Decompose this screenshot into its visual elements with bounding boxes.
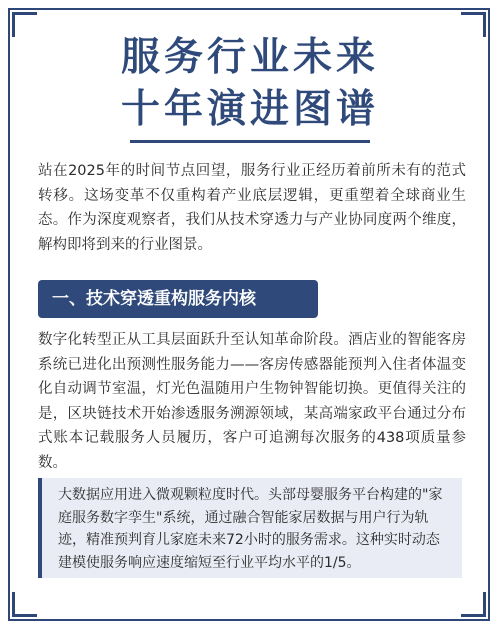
corner-ornament-bottom-left (12, 592, 37, 617)
highlight-callout: 大数据应用进入微观颗粒度时代。头部母婴服务平台构建的"家庭服务数字孪生"系统，通过融合智能家居数据与用户行为轨迹，精准预判育儿家庭未来72小时的服务需求。这种实时动态建模使服务响应速度缩短至行业平均水平的1/5。 (38, 478, 462, 578)
page-title-line-2: 十年演进图谱 (120, 87, 379, 132)
section-heading: 一、技术穿透重构服务内核 (38, 280, 318, 318)
title-underline (130, 140, 370, 143)
section-body-paragraph: 数字化转型正从工具层面跃升至认知革命阶段。酒店业的智能客房系统已进化出预测性服务能力——客房传感器能预判入住者体温变化自动调节室温，灯光色温随用户生物钟智能切换。更值得关注的是，区块链技术开始渗透服务溯源领域，某高端家政平台通过分布式账本记载服务人员履历，客户可追溯每次服务的438项质量参数。 (38, 332, 466, 471)
corner-ornament-bottom-right (461, 592, 486, 617)
intro-paragraph: 站在2025年的时间节点回望，服务行业正经历着前所未有的范式转移。这场变革不仅重构着产业底层逻辑，更重塑着全球商业生态。作为深度观察者，我们从技术穿透力与产业协同度两个维度，解构即将到来的行业图景。 (38, 163, 466, 253)
page-title-line-1: 服务行业未来 (120, 35, 379, 80)
